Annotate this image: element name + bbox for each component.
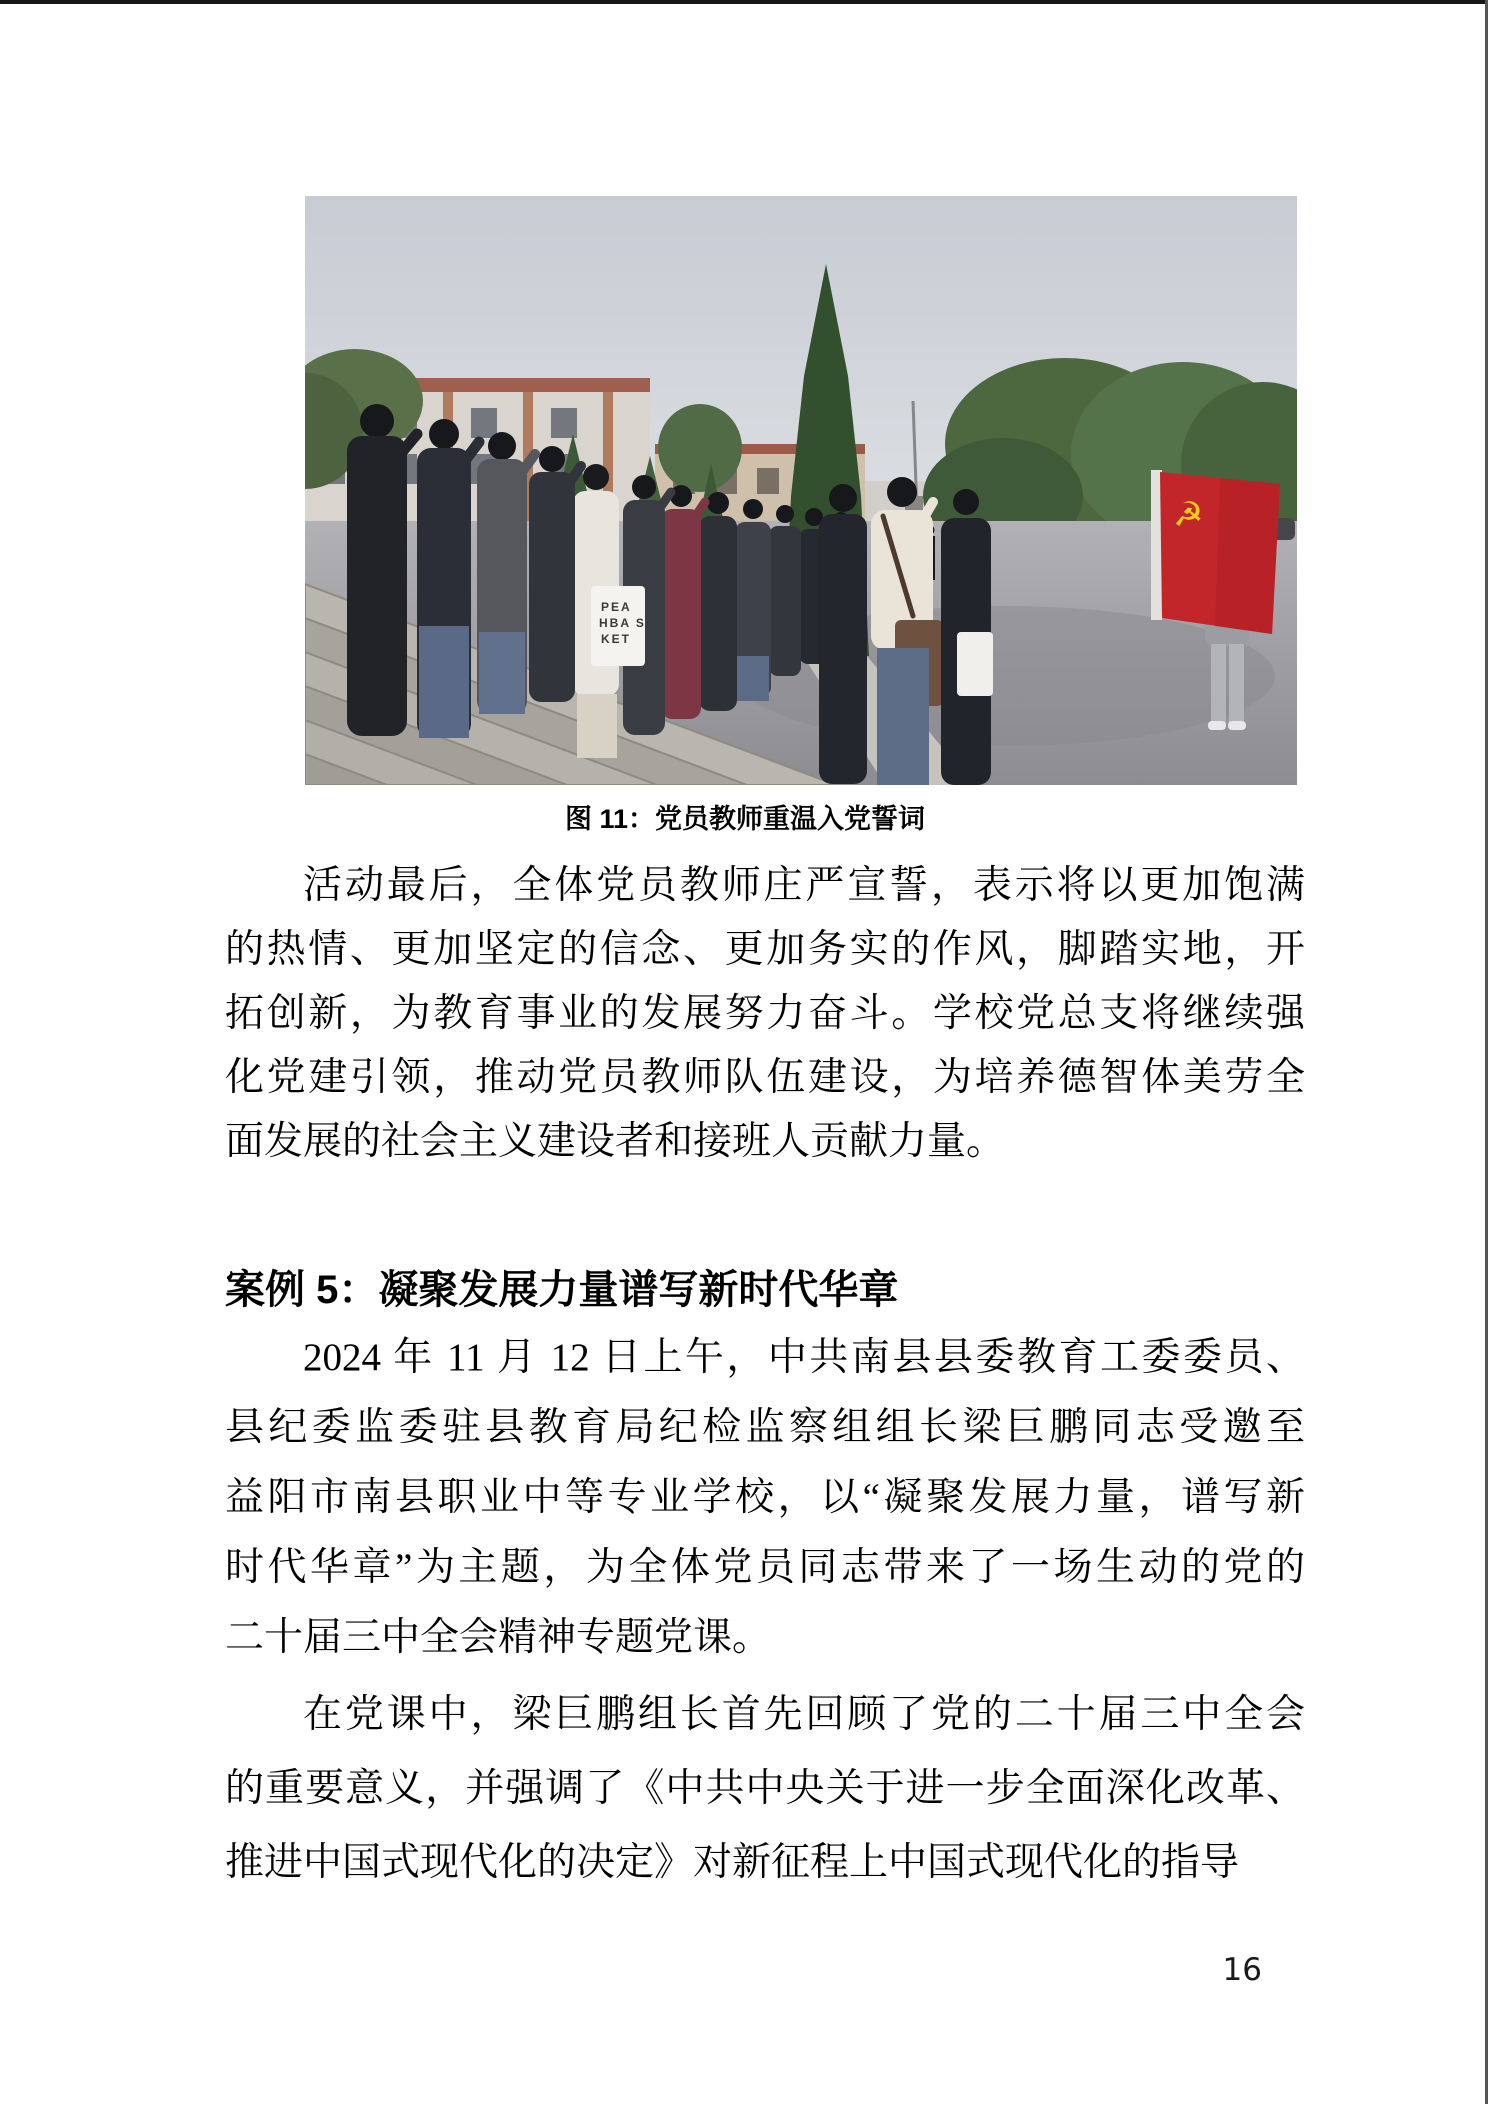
flag-emblem-icon: ☭ (1173, 497, 1204, 534)
figure-photo (305, 196, 1297, 785)
top-border (0, 0, 1488, 4)
text-line: 县纪委监委驻县教育局纪检监察组组长梁巨鹏同志受邀至 (225, 1406, 1305, 1449)
text-line: 2024 年 11 月 12 日上午，中共南县县委教育工委委员、 (303, 1336, 1305, 1379)
text-line: 化党建引领，推动党员教师队伍建设，为培养德智体美劳全 (225, 1056, 1305, 1099)
text-line: 的重要意义，并强调了《中共中央关于进一步全面深化改革、 (225, 1767, 1305, 1810)
text-line: 面发展的社会主义建设者和接班人贡献力量。 (225, 1120, 1006, 1163)
text-line: 在党课中，梁巨鹏组长首先回顾了党的二十届三中全会 (303, 1693, 1305, 1736)
tote-text-line: HBA S (599, 616, 646, 630)
oath-photo-illustration (305, 196, 1297, 785)
tote-text-line: PEA (601, 600, 632, 614)
text-line: 的热情、更加坚定的信念、更加务实的作风，脚踏实地，开 (225, 928, 1305, 971)
figure-caption: 图 11：党员教师重温入党誓词 (564, 804, 926, 834)
tote-text-line: KET (601, 632, 631, 646)
text-line: 益阳市南县职业中等专业学校，以“凝聚发展力量，谱写新 (225, 1476, 1305, 1519)
paragraph-1 (225, 854, 1305, 1174)
page-number: 16 (1222, 1952, 1262, 1988)
text-line: 拓创新，为教育事业的发展努力奋斗。学校党总支将继续强 (225, 992, 1305, 1035)
paragraph-3 (225, 1678, 1305, 1900)
text-line: 推进中国式现代化的决定》对新征程上中国式现代化的指导 (225, 1841, 1240, 1884)
paragraph-2 (225, 1323, 1305, 1673)
text-line: 二十届三中全会精神专题党课。 (225, 1616, 772, 1659)
text-line: 活动最后，全体党员教师庄严宣誓，表示将以更加饱满 (303, 864, 1305, 907)
photo-foreground-figures (819, 477, 993, 785)
photo-party-flag (1151, 470, 1280, 634)
text-line: 时代华章”为主题，为全体党员同志带来了一场生动的党的 (225, 1546, 1305, 1589)
case5-heading: 案例 5：凝聚发展力量谱写新时代华章 (225, 1268, 899, 1312)
